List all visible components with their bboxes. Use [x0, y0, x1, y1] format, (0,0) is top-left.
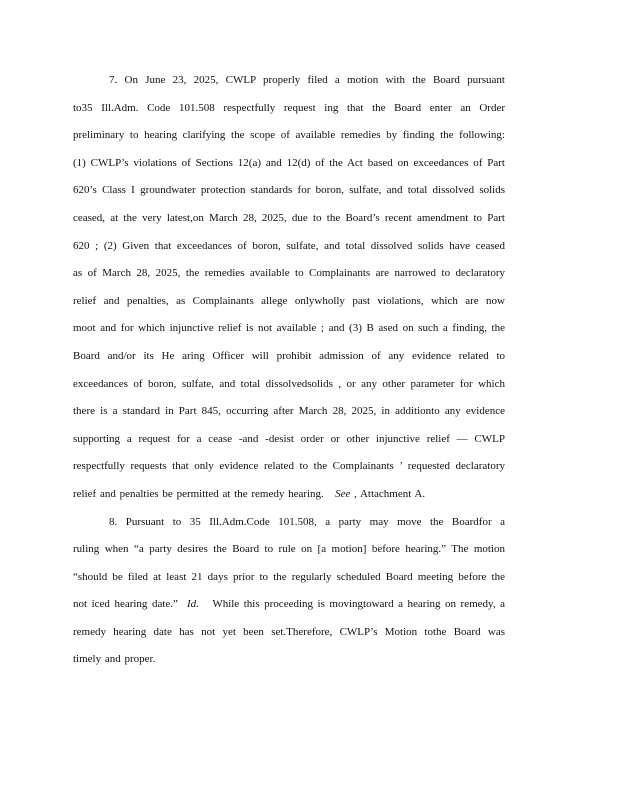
- paragraph-7-line-2: to35 Ill.Adm. Code 101.508 respectfully request ing that the Board enter an Order: [73, 101, 505, 114]
- paragraph-7-line-12: exceedances of boron, sulfate, and total dissolvedsolids , or any other parameter for which: [73, 377, 505, 390]
- paragraph-7-line-4: (1) CWLP’s violations of Sections 12(a) and 12(d) of the Act based on exceedances of Part: [73, 156, 505, 169]
- body-text: [73, 72, 505, 679]
- id-citation: Id.: [186, 598, 199, 611]
- paragraph-7-line-6: ceased, at the very latest,on March 28, 2025, due to the Board’s recent amendment to Part: [73, 211, 505, 224]
- paragraph-8-line-6: timely and proper.: [73, 653, 156, 666]
- see-signal: See: [335, 487, 351, 500]
- attachment-reference: , Attachment A.: [354, 487, 426, 500]
- paragraph-8-line-4-quote: not iced hearing date.”: [73, 598, 178, 611]
- paragraph-7-line-16: [73, 486, 505, 514]
- paragraph-8-line-4: [73, 596, 505, 624]
- paragraph-7-line-5: 620’s Class I groundwater protection standards for boron, sulfate, and total dissolved solids: [73, 184, 505, 197]
- paragraph-7-line-13: there is a standard in Part 845, occurring after March 28, 2025, in additionto any evidence: [73, 405, 505, 418]
- paragraph-7-line-16-text: relief and penalties be permitted at the remedy hearing.: [73, 487, 324, 500]
- paragraph-7-line-10: moot and for which injunctive relief is not available ; and (3) B ased on such a finding, the: [73, 322, 505, 335]
- paragraph-7-line-8: as of March 28, 2025, the remedies available to Complainants are narrowed to declaratory: [73, 267, 505, 280]
- paragraph-7-line-14: supporting a request for a cease -and -desist order or other injunctive relief — CWLP: [73, 432, 505, 445]
- paragraph-7-line-1: 7. On June 23, 2025, CWLP properly filed a motion with the Board pursuant: [109, 74, 505, 86]
- paragraph-8-line-5: remedy hearing date has not yet been set.Therefore, CWLP’s Motion tothe Board was: [73, 625, 505, 638]
- paragraph-8-line-4-text: While this proceeding is movingtoward a hearing on remedy, a: [212, 598, 505, 611]
- paragraph-8-line-1: 8. Pursuant to 35 Ill.Adm.Code 101.508, a party may move the Boardfor a: [109, 515, 505, 528]
- paragraph-8-line-2: ruling when “a party desires the Board to rule on [a motion] before hearing.” The motion: [73, 543, 505, 556]
- paragraph-7-line-11: Board and/or its He aring Officer will prohibit admission of any evidence related to: [73, 349, 505, 362]
- paragraph-8-line-3: “should be filed at least 21 days prior to the regularly scheduled Board meeting before the: [73, 570, 505, 583]
- paragraph-7-line-9: relief and penalties, as Complainants allege onlywholly past violations, which are now: [73, 294, 505, 307]
- paragraph-7-line-7: 620 ; (2) Given that exceedances of boron, sulfate, and total dissolved solids have ceased: [73, 239, 505, 252]
- paragraph-7-line-3: preliminary to hearing clarifying the scope of available remedies by finding the following:: [73, 129, 505, 142]
- paragraph-7-line-15: respectfully requests that only evidence related to the Complainants ’ requested declaratory: [73, 460, 505, 473]
